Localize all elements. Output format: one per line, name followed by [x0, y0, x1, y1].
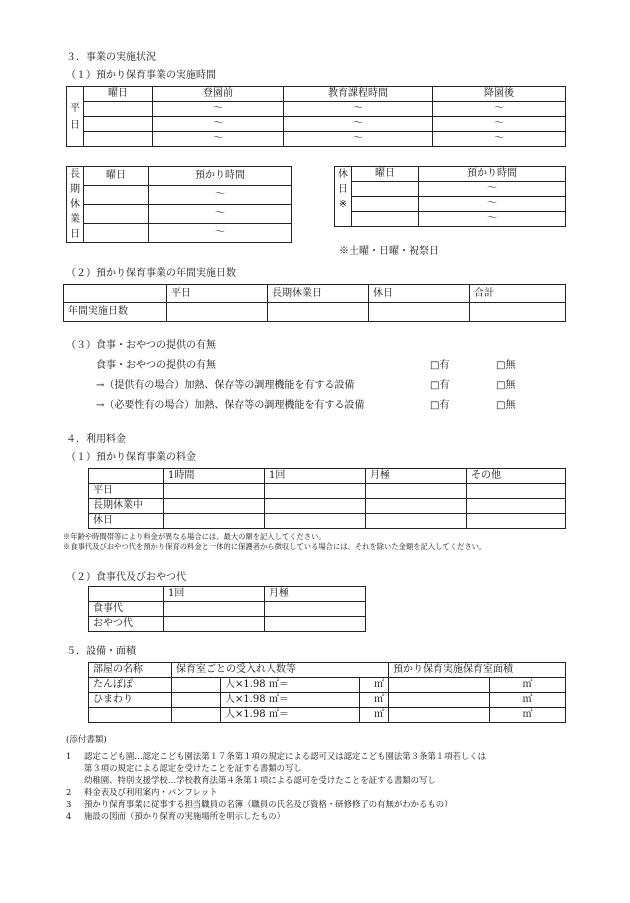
- fee-note-1: ※年齢や時間帯等により料金が異なる場合には、最大の額を記入してください。: [63, 532, 326, 541]
- list-item: 施設の図面（預かり保育の実施場所を明示したもの）: [84, 811, 285, 821]
- long-vacation-table: 長 期 休 業 日 曜日 預かり時間 ～ ～ ～: [66, 166, 292, 243]
- list-item: 幼稚園、特別支援学校…学校教育法第４条第１項による認可を受けたことを証する書類の写し: [84, 775, 436, 785]
- table-row: ひまわり 人×1.98 ㎡＝ ㎡ ㎡: [89, 693, 566, 708]
- section4-sub2: （２）食事代及びおやつ代: [66, 572, 186, 583]
- table-row: ～: [335, 212, 566, 227]
- section3-heading: ３．事業の実施状況: [66, 52, 156, 63]
- table-row: おやつ代: [89, 617, 366, 632]
- holiday-table: 休 日 ※ 曜日 預かり時間 ～ ～ ～: [334, 166, 566, 227]
- table-row: ～: [67, 205, 292, 224]
- annual-days-table: 平日 長期休業日 休日 合計 年間実施日数: [63, 284, 566, 322]
- table-row: ～ ～ ～: [67, 102, 566, 117]
- section4-sub1: （１）預かり保育事業の料金: [66, 452, 196, 463]
- table-row: 食事代: [89, 602, 366, 617]
- table-row: ～: [335, 182, 566, 197]
- yes-checkbox[interactable]: □有: [430, 380, 450, 391]
- section3-sub1: （１）預かり保育事業の実施時間: [66, 70, 216, 81]
- col-youbi: 曜日: [84, 87, 153, 102]
- table-row: ～: [67, 224, 292, 243]
- holiday-note: ※土曜・日曜・祝祭日: [339, 246, 439, 257]
- col-toenmae: 登園前: [153, 87, 284, 102]
- yes-checkbox[interactable]: □有: [430, 400, 450, 411]
- long-side-label: 長 期 休 業 日: [67, 167, 84, 243]
- table-row: 長期休業中: [89, 499, 566, 514]
- no-checkbox[interactable]: □無: [496, 360, 516, 371]
- table-row: ～ ～ ～: [67, 132, 566, 147]
- attachments-heading: (添付書類): [66, 735, 107, 745]
- table-row: 年間実施日数: [64, 303, 566, 322]
- holiday-side-label: 休 日 ※: [335, 167, 352, 227]
- table-row: ～: [67, 186, 292, 205]
- list-item: 第３項の規定による認定を受けたことを証する書類の写し: [84, 763, 302, 773]
- weekday-side-label: 平 日: [67, 87, 84, 147]
- facility-area-table: 部屋の名称 保育室ごとの受入れ人数等 預かり保育実施保育室面積 たんぽぽ 人×1.98 ㎡＝ ㎡ ㎡ ひまわり 人×1.98 ㎡＝ ㎡ ㎡ 人×1.98 ㎡＝ ㎡ ㎡: [88, 662, 566, 723]
- table-row: 人×1.98 ㎡＝ ㎡ ㎡: [89, 708, 566, 723]
- yes-checkbox[interactable]: □有: [430, 360, 450, 371]
- col-koengo: 降園後: [433, 87, 566, 102]
- weekday-time-table: [66, 86, 566, 147]
- table-row: たんぽぽ 人×1.98 ㎡＝ ㎡ ㎡: [89, 678, 566, 693]
- table-row: ～: [335, 197, 566, 212]
- section3-sub2: （２）預かり保育事業の年間実施日数: [66, 268, 236, 279]
- section4-heading: ４．利用料金: [66, 434, 126, 445]
- fee-note-2: ※食事代及びおやつ代を預かり保育の料金と一体的に保護者から徴収している場合には、それを除いた金額を記入してください。: [63, 542, 487, 551]
- table-row: ～ ～ ～: [67, 117, 566, 132]
- no-checkbox[interactable]: □無: [496, 400, 516, 411]
- section3-sub3: （３）食事・おやつの提供の有無: [66, 340, 216, 351]
- list-item: 料金表及び利用案内・パンフレット: [84, 787, 218, 797]
- table-row: 休日: [89, 514, 566, 529]
- fee-table: 1時間 1回 月極 その他 平日 長期休業中 休日: [88, 468, 566, 529]
- list-item: 認定こども園…認定こども園法第１７条第１項の規定による認可又は認定こども園法第３条第１項若しくは: [84, 751, 486, 761]
- section5-heading: ５．設備・面積: [66, 646, 136, 657]
- list-item: 預かり保育事業に従事する担当職員の名簿（職員の氏名及び資格・研修修了の有無がわかるもの）: [84, 799, 453, 809]
- no-checkbox[interactable]: □無: [496, 380, 516, 391]
- table-row: 平日: [89, 484, 566, 499]
- col-kyoiku: 教育課程時間: [284, 87, 433, 102]
- food-fee-table: 1回 月極 食事代 おやつ代: [88, 586, 366, 632]
